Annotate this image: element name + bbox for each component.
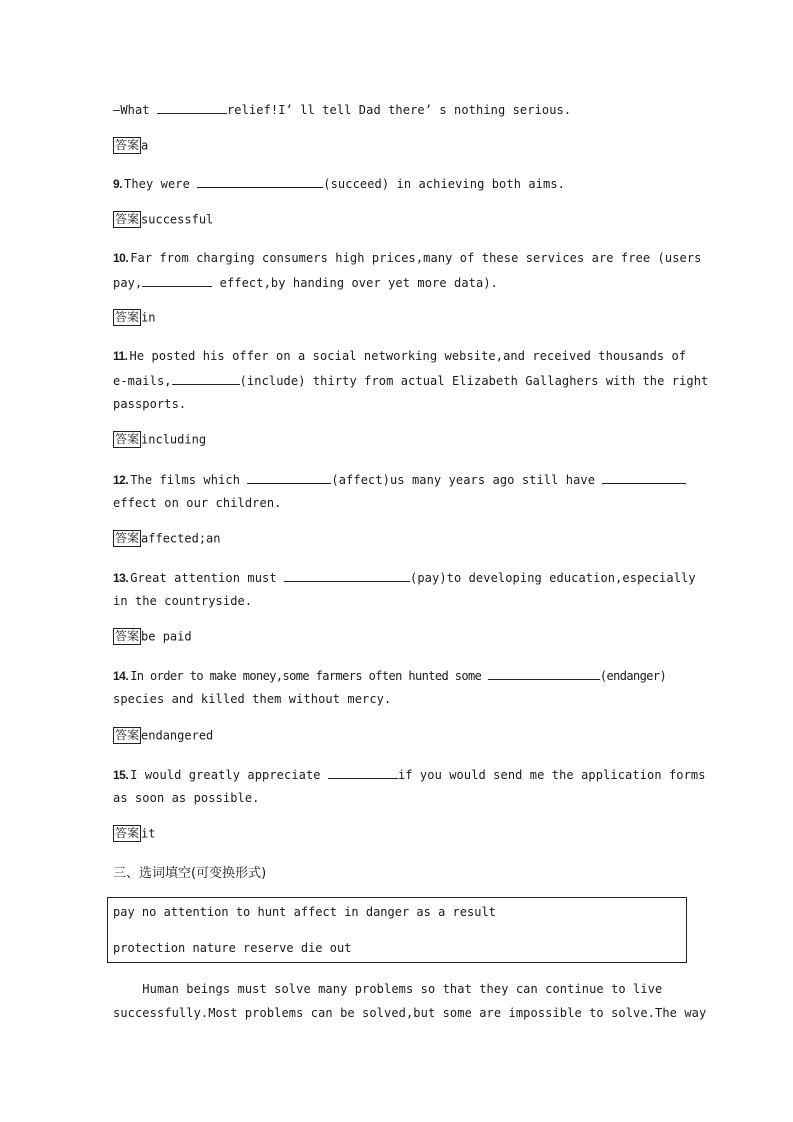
answer-label: 答案 xyxy=(115,138,140,152)
q10-line2 xyxy=(113,274,498,291)
q11-answer-row xyxy=(113,431,206,449)
q15-line2 xyxy=(113,790,260,806)
q13-answer-row xyxy=(113,628,192,646)
q13-line1 xyxy=(113,569,696,586)
q13-pre: Great attention must xyxy=(130,571,285,585)
q10-l2pre: pay, xyxy=(113,276,143,290)
section-title: 三、选词填空(可变换形式) xyxy=(113,866,267,881)
q10-l2post: effect,by handing over yet more data). xyxy=(212,276,498,290)
word-bank-box xyxy=(107,897,687,963)
q13-blank[interactable] xyxy=(284,569,410,582)
answer-label: 答案 xyxy=(115,310,140,324)
q8-prefix: —What xyxy=(113,103,157,117)
q15-answer-row xyxy=(113,825,155,843)
q11-blank[interactable] xyxy=(172,372,240,385)
q14-post: (endanger) xyxy=(599,669,667,683)
q9-post: (succeed) in achieving both aims. xyxy=(323,177,565,191)
q10-line1 xyxy=(113,250,702,266)
q11-number: 11. xyxy=(113,349,128,363)
q10-number: 10. xyxy=(113,251,129,265)
q15-line1 xyxy=(113,766,706,783)
q8-line xyxy=(113,101,571,118)
q9-blank[interactable] xyxy=(197,175,323,188)
q15-line2-text: as soon as possible. xyxy=(113,791,260,805)
q15-blank[interactable] xyxy=(328,766,398,779)
q12-mid: (affect)us many years ago still have xyxy=(331,473,603,487)
q12-line2-text: effect on our children. xyxy=(113,496,282,510)
q12-blank-1[interactable] xyxy=(247,471,331,484)
q13-answer: be paid xyxy=(141,629,192,644)
q14-line1 xyxy=(113,667,666,684)
answer-label: 答案 xyxy=(115,531,140,545)
q12-number: 12. xyxy=(113,473,129,487)
answer-label: 答案 xyxy=(115,728,140,742)
passage-line-2: successfully.Most problems can be solved,but some are impossible to solve.The way xyxy=(113,1006,707,1020)
q14-answer-row xyxy=(113,727,213,745)
q10-answer: in xyxy=(141,310,156,325)
q15-pre: I would greatly appreciate xyxy=(130,768,328,782)
q14-line2-text: species and killed them without mercy. xyxy=(113,692,392,706)
q9-number: 9. xyxy=(113,177,123,191)
q11-l2post: (include) thirty from actual Elizabeth Gallaghers with the right xyxy=(239,374,709,388)
q15-post: if you would send me the application forms xyxy=(397,768,706,782)
q8-answer-row xyxy=(113,137,148,155)
q14-line2 xyxy=(113,691,391,707)
q11-line3 xyxy=(113,396,186,412)
q9-answer: successful xyxy=(141,212,214,227)
passage-line-1: Human beings must solve many problems so that they can continue to live xyxy=(113,982,663,996)
q12-line2 xyxy=(113,495,281,511)
word-bank-line-2: protection nature reserve die out xyxy=(113,941,352,955)
q12-line1 xyxy=(113,471,686,488)
q14-number: 14. xyxy=(113,669,129,683)
q13-line2 xyxy=(113,593,252,609)
q9-line xyxy=(113,175,565,192)
answer-label: 答案 xyxy=(115,212,140,226)
q13-post: (pay)to developing education,especially xyxy=(410,571,696,585)
q9-answer-row xyxy=(113,211,213,229)
q12-blank-2[interactable] xyxy=(602,471,686,484)
q8-suffix: relief!I’ ll tell Dad there’ s nothing serious. xyxy=(226,103,572,117)
q8-answer: a xyxy=(141,138,149,153)
q11-line2 xyxy=(113,372,708,389)
q15-answer: it xyxy=(141,826,156,841)
answer-label: 答案 xyxy=(115,629,140,643)
answer-label: 答案 xyxy=(115,826,140,840)
q13-number: 13. xyxy=(113,571,129,585)
q12-answer-row xyxy=(113,530,221,548)
q11-line1 xyxy=(113,348,686,364)
word-bank-line-1: pay no attention to hunt affect in danger as a result xyxy=(113,905,496,919)
q10-line1-text: Far from charging consumers high prices,many of these services are free (users xyxy=(130,251,702,265)
q13-line2-text: in the countryside. xyxy=(113,594,253,608)
q8-blank[interactable] xyxy=(157,101,227,114)
answer-label: 答案 xyxy=(115,432,140,446)
q15-number: 15. xyxy=(113,768,129,782)
q10-blank[interactable] xyxy=(142,274,212,287)
q11-line3-text: passports. xyxy=(113,397,187,411)
q11-answer: including xyxy=(141,432,207,447)
q12-pre: The films which xyxy=(130,473,248,487)
q11-line1-text: He posted his offer on a social networking website,and received thousands of xyxy=(129,349,687,363)
q14-answer: endangered xyxy=(141,728,214,743)
q14-pre: In order to make money,some farmers often hunted some xyxy=(130,669,488,683)
q10-answer-row xyxy=(113,309,155,327)
q11-l2pre: e-mails, xyxy=(113,374,172,388)
q9-pre: They were xyxy=(124,177,198,191)
q12-answer: affected;an xyxy=(141,531,221,546)
q14-blank[interactable] xyxy=(488,667,600,680)
